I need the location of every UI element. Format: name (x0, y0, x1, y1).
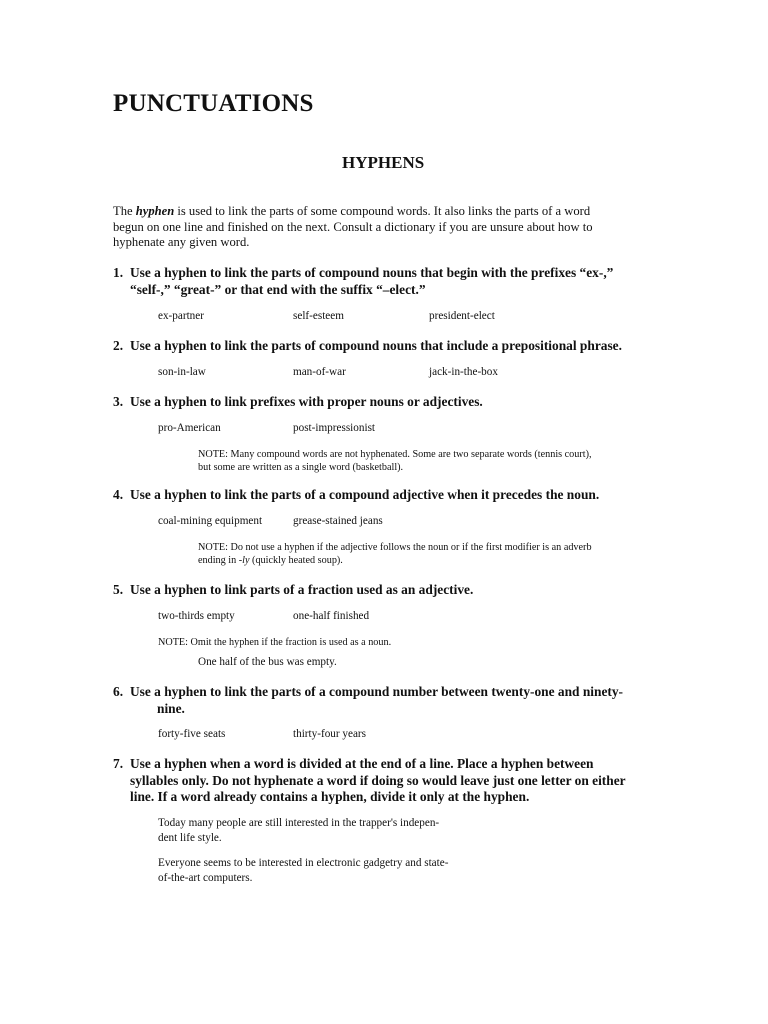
rule-number: 3. (113, 394, 124, 409)
example-word: grease-stained jeans (293, 515, 383, 527)
rule-text: Use a hyphen when a word is divided at the end of a line. Place a hyphen between (130, 756, 594, 771)
wrap-example-1: Today many people are still interested in the trapper's indepen- dent life style. (158, 817, 440, 844)
rule-number: 6. (113, 684, 124, 699)
rule-text: syllables only. Do not hyphenate a word if doing so would leave just one letter on either (130, 772, 626, 788)
intro-paragraph (113, 204, 653, 251)
example-word: president-elect (429, 310, 495, 322)
example-word: forty-five seats (158, 728, 226, 740)
wrap-example-2: Everyone seems to be interested in electronic gadgetry and state- of-the-art computers. (158, 857, 449, 884)
example-word: son-in-law (158, 366, 206, 378)
page-title: PUNCTUATIONS (113, 90, 314, 117)
rule-number: 2. (113, 338, 124, 353)
rule-7 (113, 756, 626, 806)
rule-text: nine. (157, 700, 185, 716)
rule-1 (113, 265, 613, 298)
example-word: coal-mining equipment (158, 515, 263, 527)
example-sentence: One half of the bus was empty. (198, 656, 337, 668)
rule-number: 1. (113, 265, 124, 280)
intro-line-1: The hyphen is used to link the parts of some compound words. It also links the parts of a word (113, 204, 591, 218)
rule-text: “self-,” “great-” or that end with the suffix “–elect.” (130, 281, 426, 297)
example-word: self-esteem (293, 310, 344, 322)
intro-line-2: begun on one line and finished on the next. Consult a dictionary if you are unsure about how to (113, 219, 593, 234)
example-word: man-of-war (293, 366, 346, 378)
rule-2 (113, 338, 622, 355)
note: NOTE: Omit the hyphen if the fraction is used as a noun. (158, 637, 392, 648)
rule-text: Use a hyphen to link prefixes with proper nouns or adjectives. (130, 394, 483, 409)
example-word: jack-in-the-box (429, 366, 498, 378)
rule-text: Use a hyphen to link the parts of compound nouns that begin with the prefixes “ex-,” (130, 265, 614, 280)
hyphen-term: hyphen (135, 204, 175, 218)
note: NOTE: Do not use a hyphen if the adjective follows the noun or if the first modifier is an adverb ending in -ly (quickly heated soup). (198, 542, 592, 566)
example-word: thirty-four years (293, 728, 367, 740)
example-word: post-impressionist (293, 422, 376, 434)
rule-number: 5. (113, 582, 124, 597)
example-word: two-thirds empty (158, 610, 235, 622)
rule-number: 4. (113, 487, 124, 502)
section-title: HYPHENS (342, 153, 425, 172)
rule-6 (113, 684, 623, 717)
rule-text: Use a hyphen to link the parts of compound nouns that include a prepositional phrase. (130, 338, 622, 353)
rule-5 (113, 582, 473, 599)
rule-text: line. If a word already contains a hyphen, divide it only at the hyphen. (130, 789, 530, 804)
rule-4 (113, 487, 599, 504)
intro-line-3: hyphenate any given word. (113, 235, 250, 249)
rule-text: Use a hyphen to link the parts of a compound number between twenty-one and ninety- (130, 684, 624, 699)
example-word: one-half finished (293, 610, 370, 622)
example-word: pro-American (158, 422, 221, 434)
rule-number: 7. (113, 756, 124, 771)
rule-text: Use a hyphen to link parts of a fraction used as an adjective. (130, 582, 474, 597)
rule-text: Use a hyphen to link the parts of a compound adjective when it precedes the noun. (130, 487, 600, 502)
example-word: ex-partner (158, 310, 204, 322)
rule-3 (113, 394, 483, 411)
note: NOTE: Many compound words are not hyphenated. Some are two separate words (tennis court), but some are written as a single word (basketball). (198, 449, 592, 473)
